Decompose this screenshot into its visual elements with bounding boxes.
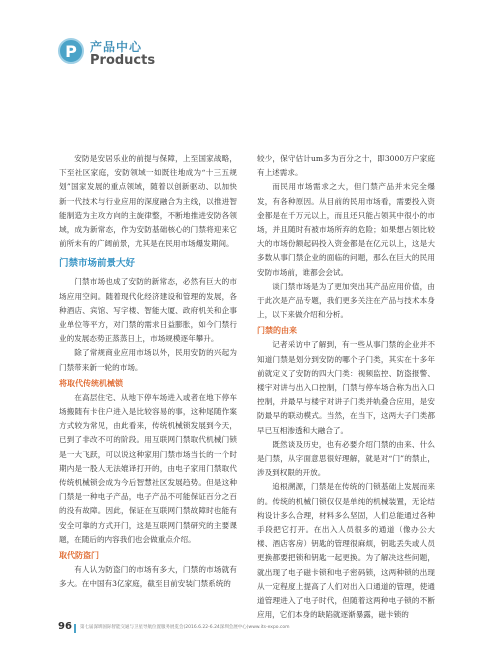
subsection-heading: 取代防盗门 xyxy=(59,551,99,561)
body-paragraph: 在高层住宅、从地下停车场进入或者在地下停车场搬随有卡住户进入是比较容易的事，这种尾随作案方式较为常见，由此看来，传统机械锁发展到今天，已到了非改不可的阶段。用互联网门禁取代机械门锁是一大飞跃，可以说这种家用门禁市场当长的一个时期内是一股人无法媲译打开的，由电子家用门禁取代传统机械锁会成为今后智慧社区发展趋势。但是这种门禁是一种电子产品，电子产品不可能保证百分之百的没有故障。因此，保证在互联网门禁故障时也能有安全可靠的方式开门，这是互联网门禁研究的主要课题，在随后的内容我们也会做重点介绍。 xyxy=(59,392,237,544)
body-paragraph: 记者采访中了解到，有一些从事门禁的企业并不知道门禁是划分到安防的哪个子门类，其实在十多年前就定义了安防的四大门类：视频监控、防盗报警、楼宇对讲与出入口控制，门禁与停车场合称为出入口控制，并最早与楼宇对讲子门类并轨叠合应用，是安防最早的联动模式。当然，在当下，这两大子门类都早已互相渗透和大融合了。 xyxy=(257,340,435,435)
section-title-cn: 产品中心 xyxy=(90,40,143,54)
body-paragraph: 门禁市场也成了安防的新常态，必然有巨大的市场应用空间。随着现代化经济建设和管理的发展，各种酒店、宾馆、写字楼、智能大厦、政府机关和企事业单位等平方，对门禁的需求日益膨胀，如今门禁行业的发展态势正蒸蒸日上，市场规模逐年攀升。 xyxy=(59,277,237,344)
intro-paragraph: 安防是安居乐业的前提与保障，上至国家战略，下至社区家庭，安防领域一如既往地成为“十三五规划”国家发展的重点领域，随着以创新驱动、以加快新一代技术与行业应用的深度融合为主线，以推进智能制造为主攻方向的主旋律整，不断地推进安防各领域，成为新常态，作为安防基础核心的门禁将迎来它前所未有的广阔前景，尤其是在民用市场爆发期间。 xyxy=(59,154,237,249)
footer-divider xyxy=(74,624,76,633)
body-paragraph: 谈门禁市场是为了更加突出其产品应用价值，由于此次是产品专题，我们更多关注在产品与技术本身上，以下来做介绍和分析。 xyxy=(257,281,435,320)
page-header xyxy=(58,34,258,80)
body-paragraph: 追根溯源，门禁是在传统的门锁基础上发展而来的。传统的机械门锁仅仅是单纯的机械装置，无论结构设计多么合理，材料多么坚固，人们总能通过各种手段把它打开。在出入人员很多的通道（像办公大楼、酒店客房）钥匙的管理很麻烦，钥匙丢失或人员更换都要把锁和钥匙一起更换。为了解决这些问题，就出现了电子磁卡锁和电子密码锁，这两种锁的出现从一定程度上提高了人们对出入口通道的管理，使通道管理进入了电子时代，但随着这两种电子锁的不断应用，它们本身的缺陷就逐渐暴露，磁卡锁的 xyxy=(257,482,435,620)
section-heading: 门禁市场前景大好 xyxy=(59,258,136,270)
footer-publication-text: 第七届深圳国际智能交通与卫星导航位置服务展览会(2016.6.22-6.24深圳会展中心)www.its-expo.com xyxy=(80,625,290,630)
right-column xyxy=(257,152,435,623)
body-paragraph: 而民用市场需求之大，但门禁产品并未完全爆发，有各种原因。从目前的民用市场看，需要投入资金都是在千万元以上，而且还只能占领其中很小的市场，并且随时有被市场所弃的危险；如果想占领比较大的市场份额起码投入资金都是在亿元以上，这是大多数从事门禁企业的面临的问题，那么在巨大的民用安防市场前，谁都会会试。 xyxy=(257,182,435,277)
products-logo-icon xyxy=(58,38,84,64)
page-footer xyxy=(58,621,438,637)
body-paragraph: 除了常规商业应用市场以外，民用安防的兴起为门禁带来新一轮的市场。 xyxy=(59,348,237,372)
subsection-heading: 将取代传统机械锁 xyxy=(59,378,123,388)
logo-letter: P xyxy=(65,41,77,61)
left-column xyxy=(59,152,237,591)
section-title-en: Products xyxy=(90,53,156,68)
body-paragraph: 既然谈及历史，也有必要介绍门禁的由来、什么是门禁，从字面意思很好理解，就是对“门”的禁止，涉及到权限的开放。 xyxy=(257,439,435,478)
page-number: 96 xyxy=(58,621,72,632)
continued-paragraph: 较少，保守估计um多为百分之十，即3000万户家庭有上述需求。 xyxy=(257,154,435,178)
subsection-heading: 门禁的由来 xyxy=(257,326,297,336)
body-paragraph: 有人认为防盗门的市场有多大，门禁的市场就有多大。在中国有3亿家庭，截至目前安装门禁系统的 xyxy=(59,565,237,589)
